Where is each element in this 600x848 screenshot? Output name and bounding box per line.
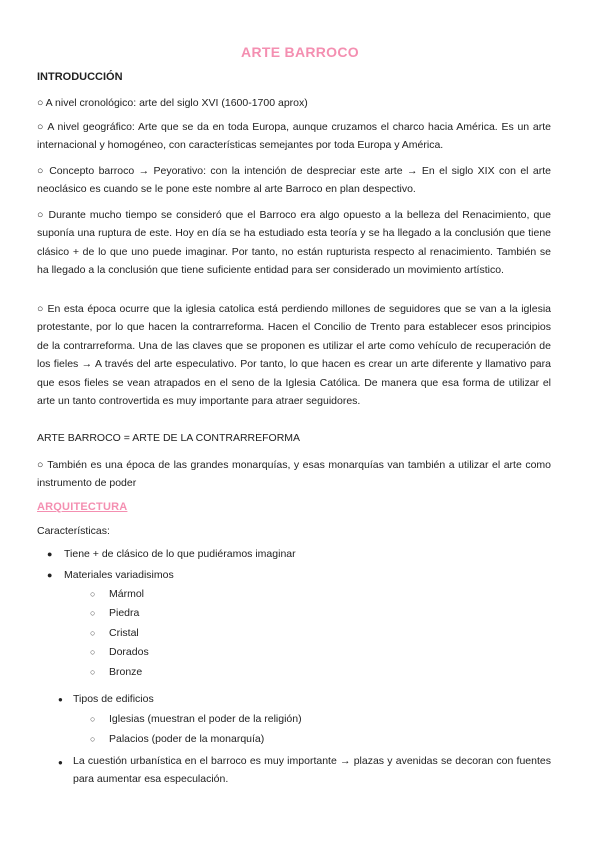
filled-bullet-icon: ● (47, 570, 53, 580)
material-item: Bronze (109, 666, 143, 678)
paragraph-concept: ○ Concepto barroco → Peyorativo: con la intención de despreciar este arte → En el siglo XIX con el arte neoclásico es cuando se le pone este nombre al arte Barroco en plan despectivo. (37, 165, 551, 196)
filled-bullet-icon: ● (58, 758, 63, 767)
caracteristicas-label: Características: (37, 525, 110, 537)
paragraph-renaissance: ○ Durante mucho tiempo se consideró que el Barroco era algo opuesto a la belleza del Renacimiento, que suponía una ruptura de este. Hoy en día se ha estudiado esta teoría y se ha llegado a la conclusión que tiene clásico + de lo que uno puede imaginar. Por tanto, no están rupturista respecto al renacimiento. También se ha llegado a la conclusión que tiene suficiente entidad para ser considerado un movimiento artístico. (37, 209, 551, 277)
hollow-bullet-icon: ○ (90, 667, 96, 677)
document-title: ARTE BARROCO (241, 44, 359, 60)
bullet-materiales: Materiales variadisimos (64, 569, 174, 581)
bullet-clasico: Tiene + de clásico de lo que pudiéramos imaginar (64, 548, 296, 560)
material-item: Mármol (109, 588, 145, 600)
bullet-edificios: Tipos de edificios (73, 693, 154, 705)
arquitectura-heading: ARQUITECTURA (37, 501, 128, 513)
hollow-bullet-icon: ○ (90, 647, 96, 657)
hollow-bullet-icon: ○ (90, 714, 96, 724)
intro-heading: INTRODUCCIÓN (37, 71, 123, 83)
hollow-bullet-icon: ○ (90, 608, 96, 618)
hollow-bullet-icon: ○ (90, 734, 96, 744)
filled-bullet-icon: ● (47, 549, 53, 559)
edificio-item: Palacios (poder de la monarquía) (109, 733, 265, 745)
hollow-bullet-icon: ○ (90, 589, 96, 599)
paragraph-chronology: ○ A nivel cronológico: arte del siglo XVI (1600-1700 aprox) (37, 97, 308, 109)
filled-bullet-icon: ● (58, 695, 63, 704)
material-item: Piedra (109, 607, 140, 619)
bullet-urbanismo: La cuestión urbanística en el barroco es muy importante → plazas y avenidas se decoran con fuentes para aumentar esa especulación. (73, 755, 551, 786)
material-item: Dorados (109, 646, 149, 658)
paragraph-geography: ○ A nivel geográfico: Arte que se da en toda Europa, aunque cruzamos el charco hacia América. Es un arte internacional y homogéneo, con características semejantes por toda Europa y América. (37, 121, 551, 152)
paragraph-monarchies: ○ También es una época de las grandes monarquías, y esas monarquías van también a utilizar el arte como instrumento de poder (37, 459, 551, 490)
edificio-item: Iglesias (muestran el poder de la religión) (109, 713, 302, 725)
material-item: Cristal (109, 627, 139, 639)
hollow-bullet-icon: ○ (90, 628, 96, 638)
equation-line: ARTE BARROCO = ARTE DE LA CONTRARREFORMA (37, 432, 301, 444)
paragraph-counter-reformation: ○ En esta época ocurre que la iglesia catolica está perdiendo millones de seguidores que se van a la iglesia protestante, por lo que hacen la contrarreforma. Hacen el Concilio de Trento para establecer esos principios de la contrarreforma. Una de las claves que se proponen es utilizar el arte como vehículo de recuperación de los fieles → A través del arte especulativo. Por tanto, lo que hacen es crear un arte diferente y llamativo para que esos fieles se vean atrapados en el seno de la Iglesia Católica. De manera que esa forma de utilizar el arte un tanto controvertida es muy importante para atraer seguidores. (37, 303, 551, 408)
